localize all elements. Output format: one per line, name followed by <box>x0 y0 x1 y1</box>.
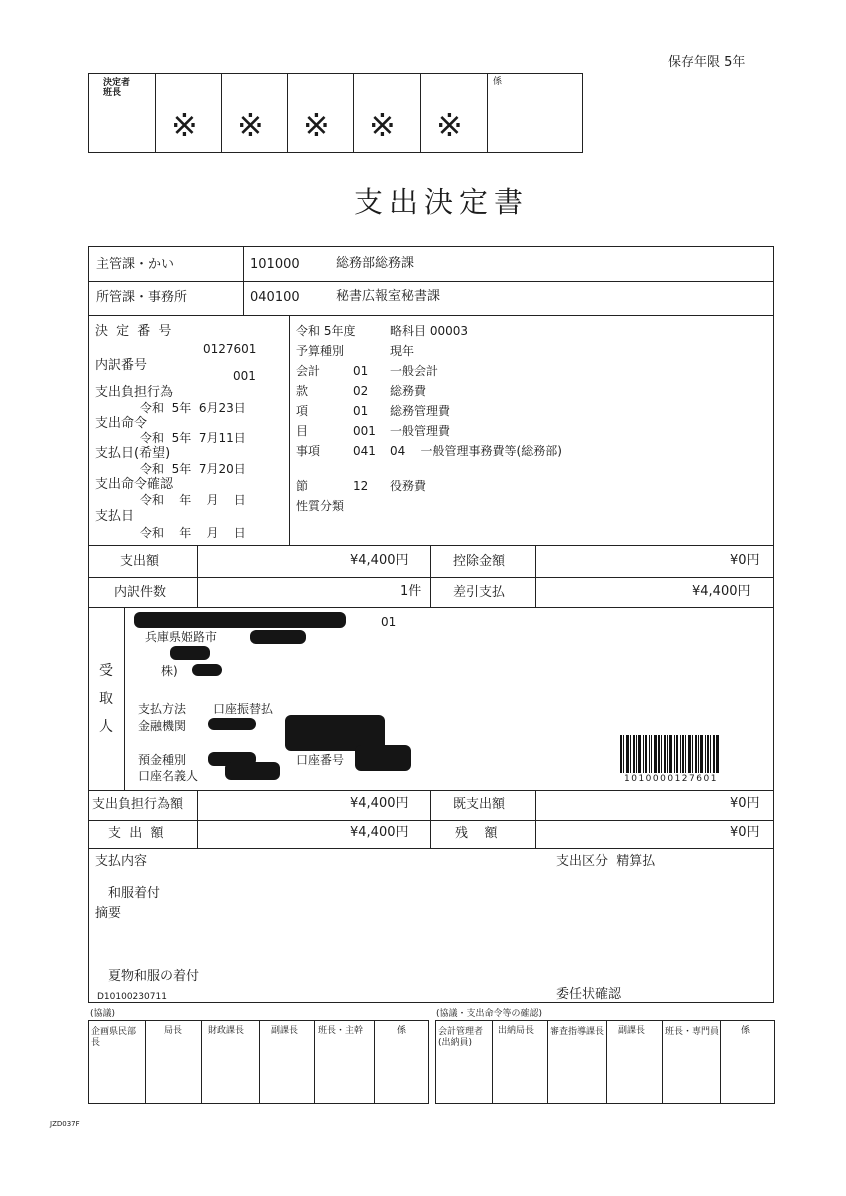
budget-row-name: 総務費 <box>390 384 427 398</box>
budget-row-label: 目 <box>296 424 309 438</box>
consult-col: 副課長 <box>271 1026 299 1036</box>
redaction-bar <box>208 718 256 730</box>
decider-label: 決定者 班長 <box>103 78 131 98</box>
barcode <box>620 735 748 773</box>
approval-stamp-grid <box>88 73 583 153</box>
confirm-date: 令和 年 月 日 <box>140 493 246 507</box>
office-name: 秘書広報室秘書課 <box>336 289 441 304</box>
payee-side-label: 取 <box>99 691 113 707</box>
confirm-col: 審査指導課長 <box>550 1027 605 1037</box>
budget-row-code: 02 <box>353 384 369 398</box>
commit-amount-label: 支出負担行為額 <box>92 797 184 812</box>
office-code: 040100 <box>250 290 300 305</box>
method-value: 口座振替払 <box>213 702 274 716</box>
confirm-col: 出納局長 <box>498 1026 535 1036</box>
already-paid-label: 既支出額 <box>453 797 506 812</box>
consult-col: 企画県民部長 <box>91 1027 137 1048</box>
barcode-text: 1010000127601 <box>624 774 718 784</box>
account-holder-label: 口座名義人 <box>138 769 199 783</box>
deposit-label: 預金種別 <box>138 753 187 767</box>
redaction-bar <box>355 745 411 771</box>
account-number-label: 口座番号 <box>296 753 345 767</box>
order-label: 支出命令 <box>95 416 148 431</box>
seal-mark: ※ <box>369 106 396 144</box>
payment-category: 支出区分 精算払 <box>556 854 656 869</box>
budget-row-name: 一般会計 <box>390 364 439 378</box>
confirmation-table <box>435 1020 775 1104</box>
payee-side-label: 人 <box>99 719 113 735</box>
paydate-label: 支払日(希望) <box>95 446 171 461</box>
remain-label: 残 額 <box>455 826 498 841</box>
expense-label: 支出額 <box>120 554 160 569</box>
payee-address: 兵庫県姫路市 <box>145 630 218 644</box>
redaction-bar <box>250 630 306 644</box>
budget-row-label: 節 <box>296 479 309 493</box>
detail-number: 001 <box>233 369 256 383</box>
office-label: 所管課・事務所 <box>96 290 188 305</box>
main-dept-code: 101000 <box>250 257 300 272</box>
content-item: 和服着付 <box>108 886 161 901</box>
confirm-col: 班長・専門員 <box>665 1027 720 1037</box>
confirm-col: 副課長 <box>618 1026 646 1036</box>
retention-period: 保存年限 5年 <box>668 55 746 70</box>
paydate-date: 令和 5年 7月20日 <box>140 462 246 476</box>
document-title: 支出決定書 <box>354 185 530 219</box>
consult-col: 局長 <box>164 1026 183 1036</box>
consult-col: 財政課長 <box>208 1026 245 1036</box>
seal-mark: ※ <box>237 106 264 144</box>
main-dept-name: 総務部総務課 <box>336 256 415 271</box>
commit-date: 令和 5年 6月23日 <box>140 401 246 415</box>
deduct-value: ¥0円 <box>730 553 760 568</box>
remain-value: ¥0円 <box>730 825 760 840</box>
budget-row-label: 会計 <box>296 364 321 378</box>
commit-amount-value: ¥4,400円 <box>350 796 409 811</box>
count-value: 1件 <box>400 584 422 599</box>
budget-row-name: 総務管理費 <box>390 404 451 418</box>
paid-label: 支払日 <box>95 509 135 524</box>
budget-row-code: 001 <box>353 424 376 438</box>
method-label: 支払方法 <box>138 702 187 716</box>
confirm-label: 支出命令確認 <box>95 477 174 492</box>
budget-type-label: 予算種別 <box>296 344 345 358</box>
budget-abbr: 略科目 00003 <box>390 324 468 338</box>
budget-type-value: 現年 <box>390 344 415 358</box>
redaction-bar <box>134 612 346 628</box>
consultation-header: (協議) <box>90 1009 116 1019</box>
content-label: 支払内容 <box>95 854 148 869</box>
net-label: 差引支払 <box>453 585 506 600</box>
document-number: D10100230711 <box>97 992 167 1002</box>
confirmation-header: (協議・支出命令等の確認) <box>436 1009 543 1019</box>
expense-value: ¥4,400円 <box>350 553 409 568</box>
seal-mark: ※ <box>171 106 198 144</box>
main-dept-label: 主管課・かい <box>96 257 175 272</box>
budget-row-name: 役務費 <box>390 479 427 493</box>
seal-mark: ※ <box>303 106 330 144</box>
budget-row-label: 項 <box>296 404 309 418</box>
expense2-label: 支 出 額 <box>108 826 164 841</box>
payee-company: 株) <box>161 664 178 678</box>
budget-row-code: 12 <box>353 479 369 493</box>
budget-row-code: 01 <box>353 364 369 378</box>
redaction-bar <box>192 664 222 676</box>
detail-number-label: 内訳番号 <box>95 358 148 373</box>
consult-col: 係 <box>397 1026 407 1036</box>
budget-row-name: 一般管理費 <box>390 424 451 438</box>
count-label: 内訳件数 <box>114 585 167 600</box>
redaction-bar <box>225 762 280 780</box>
summary-text: 夏物和服の着付 <box>108 969 200 984</box>
proxy-confirmation: 委任状確認 <box>556 987 622 1002</box>
budget-row-name: 04 一般管理事務費等(総務部) <box>390 444 562 458</box>
form-code: JZD037F <box>50 1120 80 1128</box>
nature-label: 性質分類 <box>296 499 345 513</box>
paid-date: 令和 年 月 日 <box>140 526 246 540</box>
order-date: 令和 5年 7月11日 <box>140 431 246 445</box>
payee-code: 01 <box>381 615 397 629</box>
decision-number: 0127601 <box>203 342 257 356</box>
commit-label: 支出負担行為 <box>95 385 174 400</box>
expense2-value: ¥4,400円 <box>350 825 409 840</box>
summary-label: 摘要 <box>95 906 122 921</box>
budget-row-label: 事項 <box>296 444 321 458</box>
net-value: ¥4,400円 <box>692 584 751 599</box>
payee-side-label: 受 <box>99 663 113 679</box>
deduct-label: 控除金額 <box>453 554 506 569</box>
redaction-bar <box>170 646 210 660</box>
confirm-col: 会計管理者 (出納員) <box>438 1027 484 1048</box>
budget-row-label: 款 <box>296 384 309 398</box>
consult-col: 班長・主幹 <box>318 1026 364 1036</box>
decision-number-label: 決 定 番 号 <box>95 324 174 339</box>
already-paid-value: ¥0円 <box>730 796 760 811</box>
confirm-col: 係 <box>741 1026 751 1036</box>
seal-mark: ※ <box>436 106 463 144</box>
kakari-label: 係 <box>493 77 503 87</box>
budget-row-code: 01 <box>353 404 369 418</box>
bank-label: 金融機関 <box>138 719 187 733</box>
budget-row-code: 041 <box>353 444 376 458</box>
budget-year: 令和 5年度 <box>296 324 356 338</box>
